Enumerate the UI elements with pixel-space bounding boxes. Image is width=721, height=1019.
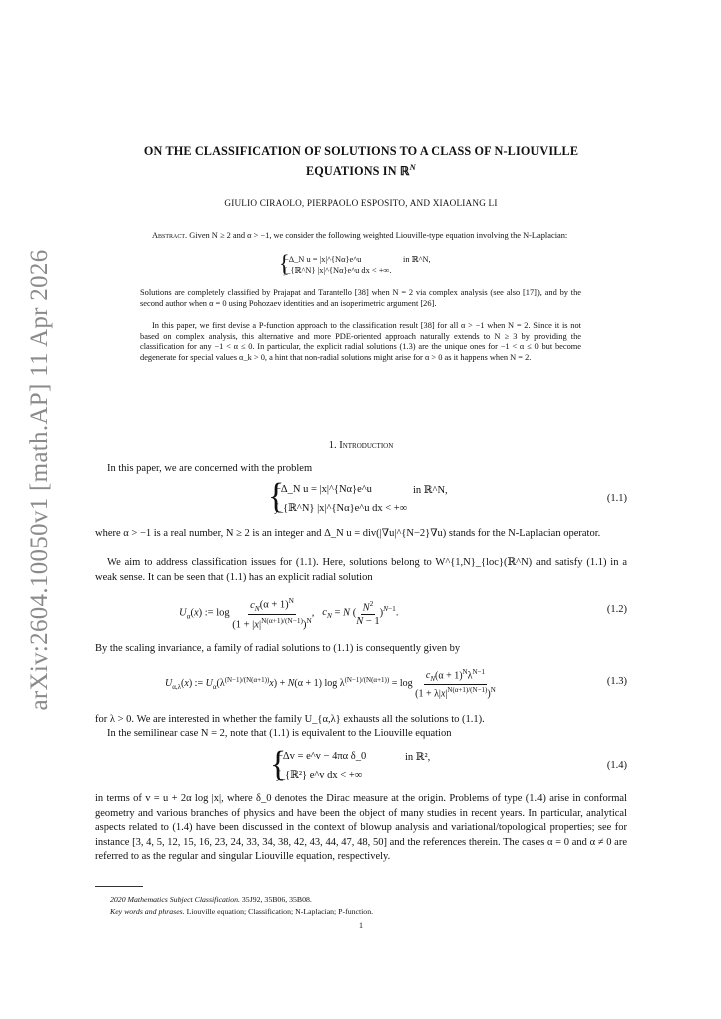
footnote-keywords: Key words and phrases. Liouville equation; Classification; N-Laplacian; P-function.	[110, 907, 374, 916]
arxiv-id[interactable]: arXiv:2604.10050v1 [math.AP] 11 Apr 2026	[26, 249, 53, 711]
abstract-system-brace: {	[279, 249, 290, 278]
paragraph-after-eq1: where α > −1 is a real number, N ≥ 2 is an integer and Δ_N u = div(|∇u|^{N−2}∇u) stands for the N-Laplacian operator.	[95, 528, 601, 539]
equation-1-1: −Δ_N u = |x|^{Nα}e^u in ℝ^N, ∫_{ℝ^N} |x|^{Nα}e^u dx < +∞ (1.1)	[275, 484, 627, 514]
abstract-paragraph-2: Solutions are completely classified by Prajapat and Tarantello [38] when N = 2 via complex analysis (see also [17]), and by the second author when α = 0 using Pohozaev identities and an isoperimetric argument [26].	[140, 288, 581, 308]
equation-number: (1.1)	[606, 493, 627, 504]
title-line-1: ON THE CLASSIFICATION OF SOLUTIONS TO A CLASS OF N-LIOUVILLE	[143, 144, 579, 158]
author-list: GIULIO CIRAOLO, PIERPAOLO ESPOSITO, AND XIAOLIANG LI	[224, 198, 498, 208]
abstract-label: Abstract.	[152, 231, 188, 240]
eq4-brace: {	[270, 745, 287, 784]
equation-1-3: $U_{\alpha,\lambda}(x)$ := $U_\alpha(\lambda^{(N-1)/(N(\alpha+1))}x) + N(\alpha + 1)$ $\log \lambda^{(N-1)/(N(\alpha+1))} = \log$ $\frac{c_N(\alpha + 1)^N\lambda^{N-1}}{(1 + \lambda|x|^{N(\alpha+1)/(N-1)})^N}$ (1.3)	[165, 668, 627, 700]
paragraph-terms: in terms of v = u + 2α log |x|, where δ_0 denotes the Dirac measure at the origin. Problems of type (1.4) arise in conformal geometry and various branches of physics and have been the object of many studies in recent years. In particular, analytical aspects related to (1.4) have been discussed in the context of blowup analysis and variational/topological properties; see for instance [3, 4, 5, 12, 15, 16, 23, 24, 33, 34, 38, 42, 43, 44, 47, 48, 50] and the references therein. The cases α = 0 and α ≠ 0 are referred to as the regular and singular Liouville equation, respectively.	[95, 793, 627, 862]
equation-number: (1.4)	[606, 760, 627, 771]
paragraph-intro: In this paper, we are concerned with the problem	[107, 463, 313, 474]
abstract-paragraph-3: In this paper, we first devise a P-function approach to the classification result [38] for all α > −1 when N = 2. Since it is not based on complex analysis, this alternative and more PDE-oriented approach naturally extends to N ≥ 3 by providing the classification for any −1 < α ≤ 0. In particular, the explicit radial solutions (1.3) are the unique ones for −1 < α ≤ 0 but become degenerate for special values α_k > 0, a hint that non-radial solutions might arise for α > 0 as it happens when N = 2.	[140, 321, 581, 363]
paragraph-scaling: By the scaling invariance, a family of radial solutions to (1.1) is consequently given by	[95, 643, 461, 654]
equation-number: (1.2)	[606, 604, 627, 615]
paragraph-aim: We aim to address classification issues for (1.1). Here, solutions belong to W^{1,N}_{loc}(ℝ^N) and satisfy (1.1) in a weak sense. It can be seen that (1.1) has an explicit radial solution	[95, 557, 627, 583]
equation-1-2: $U_\alpha(x)$ := log $\frac{c_N(\alpha + 1)^N}{(1 + |x|^{N(\alpha+1)/(N-1)})^N}$ , $c_N = N$ ( $\frac{N^2}{N - 1}$ )$^{N-1}$. (1.2)	[179, 596, 627, 631]
paragraph-semilinear: In the semilinear case N = 2, note that (1.1) is equivalent to the Liouville equation	[107, 728, 452, 739]
eq1-brace: {	[268, 477, 285, 516]
abstract-equation-system: −Δ_N u = |x|^{Nα}e^u in ℝ^N, ∫_{ℝ^N} |x|^{Nα}e^u dx < +∞.	[284, 255, 431, 275]
abstract-paragraph-1: Abstract. Given N ≥ 2 and α > −1, we consider the following weighted Liouville-type equation involving the N-Laplacian:	[152, 231, 568, 240]
paragraph-after-eq3: for λ > 0. We are interested in whether the family U_{α,λ} exhausts all the solutions to (1.1).	[95, 714, 485, 725]
equation-1-4: −Δv = e^v − 4πα δ_0 in ℝ², ∫_{ℝ²} e^v dx < +∞ (1.4)	[277, 751, 627, 781]
paper-title	[95, 143, 627, 179]
page-number: 1	[359, 921, 363, 930]
footnote-msc: 2020 Mathematics Subject Classification. 35J92, 35B06, 35B08.	[110, 895, 312, 904]
title-line-2: EQUATIONS IN ℝ$^N$	[306, 162, 416, 179]
equation-number: (1.3)	[606, 676, 627, 687]
section-heading: 1. Introduction	[328, 440, 394, 451]
footnote-rule	[95, 886, 143, 887]
